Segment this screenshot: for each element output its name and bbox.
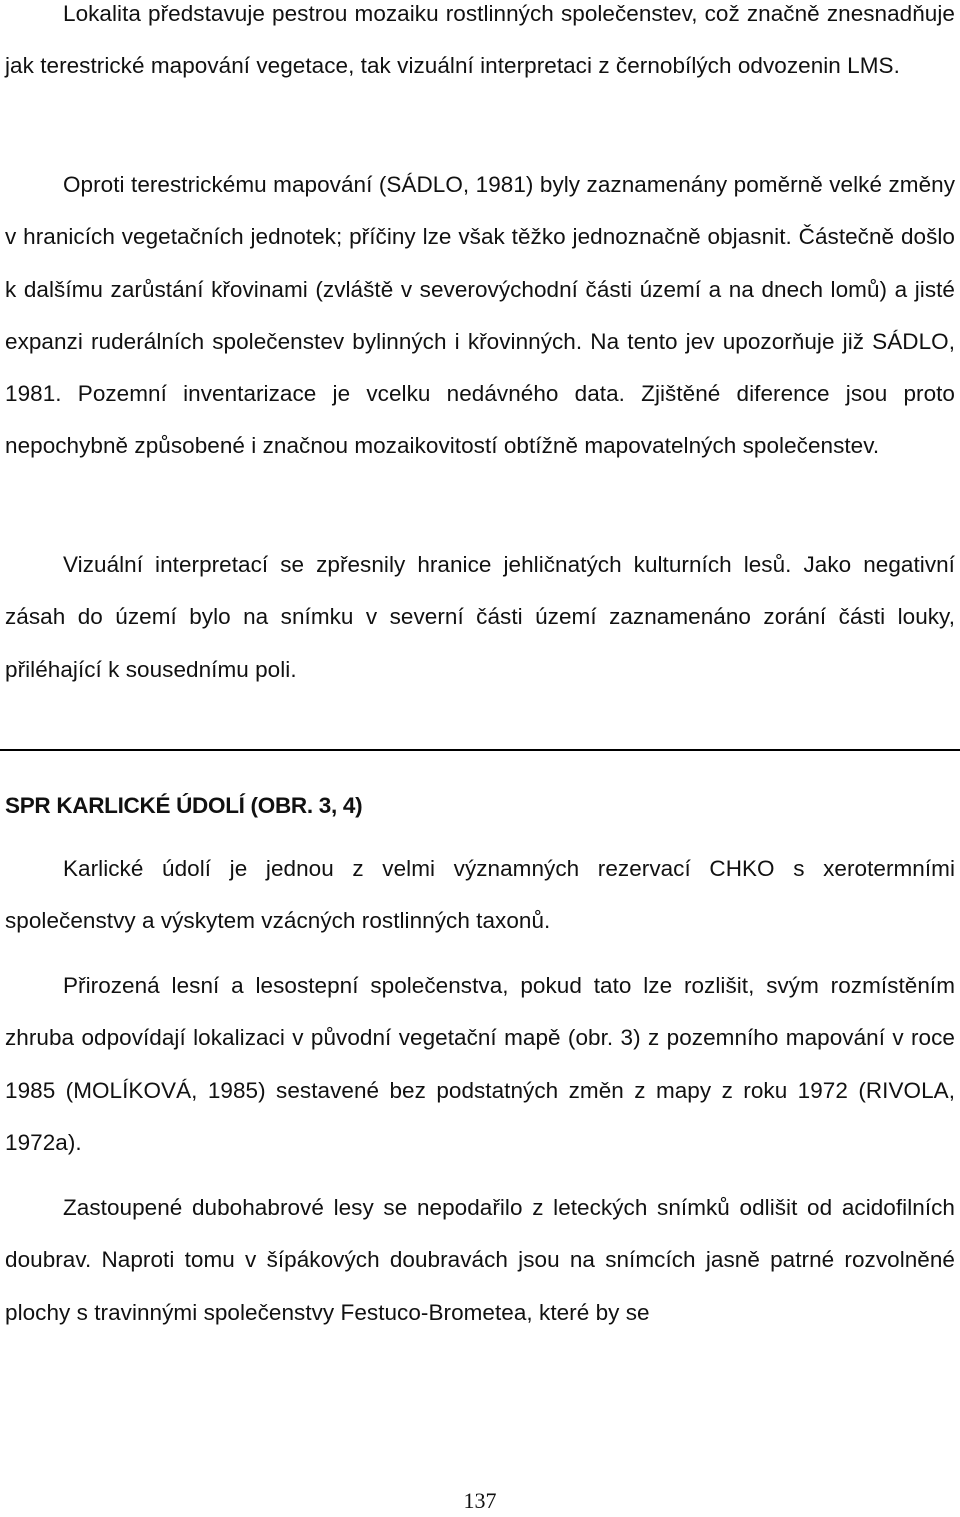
paragraph-karlicke: Karlické údolí je jednou z velmi významných rezervací CHKO s xerotermními společenstvy a výskytem vzácných rostlinných taxonů. xyxy=(5,856,955,934)
paragraph-vizualni: Vizuální interpretací se zpřesnily hranice jehličnatých kulturních lesů. Jako negativní zásah do území bylo na snímku v severní části území zaznamenáno zorání části louky, přiléhající k sousednímu poli. xyxy=(5,552,955,682)
page-number: 137 xyxy=(463,1488,497,1513)
section-divider xyxy=(0,749,960,751)
paragraph-prirozena: Přirozená lesní a lesostepní společenstva, pokud tato lze rozlišit, svým rozmístěním zhruba odpovídají lokalizaci v původní vegetační mapě (obr. 3) z pozemního mapování v roce 1985 (MOLÍKOVÁ, 1985) sestavené bez podstatných změn z mapy z roku 1972 (RIVOLA, 1972a). xyxy=(5,973,955,1155)
paragraph-zastoupene: Zastoupené dubohabrové lesy se nepodařilo z leteckých snímků odlišit od acidofilních doubrav. Naproti tomu v šípákových doubravách jsou na snímcích jasně patrné rozvolněné plochy s travinnými společenstvy Festuco-Brometea, které by se xyxy=(5,1195,955,1325)
section-heading xyxy=(5,788,362,824)
paragraph-lokalita: Lokalita představuje pestrou mozaiku rostlinných společenstev, což značně znesnadňuje jak terestrické mapování vegetace, tak vizuální interpretaci z černobílých odvozenin LMS. xyxy=(5,1,955,79)
paragraph-oproti: Oproti terestrickému mapování (SÁDLO, 1981) byly zaznamenány poměrně velké změny v hranicích vegetačních jednotek; příčiny lze však těžko jednoznačně objasnit. Částečně došlo k dalšímu zarůstání křovinami (zvláště v severovýchodní části území a na dnech lomů) a jisté expanzi ruderálních společenstev bylinných i křovinných. Na tento jev upozorňuje již SÁDLO, 1981. Pozemní inventarizace je vcelku nedávného data. Zjištěné diference jsou proto nepochybně způsobené i značnou mozaikovitostí obtížně mapovatelných společenstev. xyxy=(5,172,955,459)
section-heading-suffix: 3, 4) xyxy=(312,793,363,818)
section-heading-bold: SPR KARLICKÉ ÚDOLÍ (OBR. xyxy=(5,793,313,818)
